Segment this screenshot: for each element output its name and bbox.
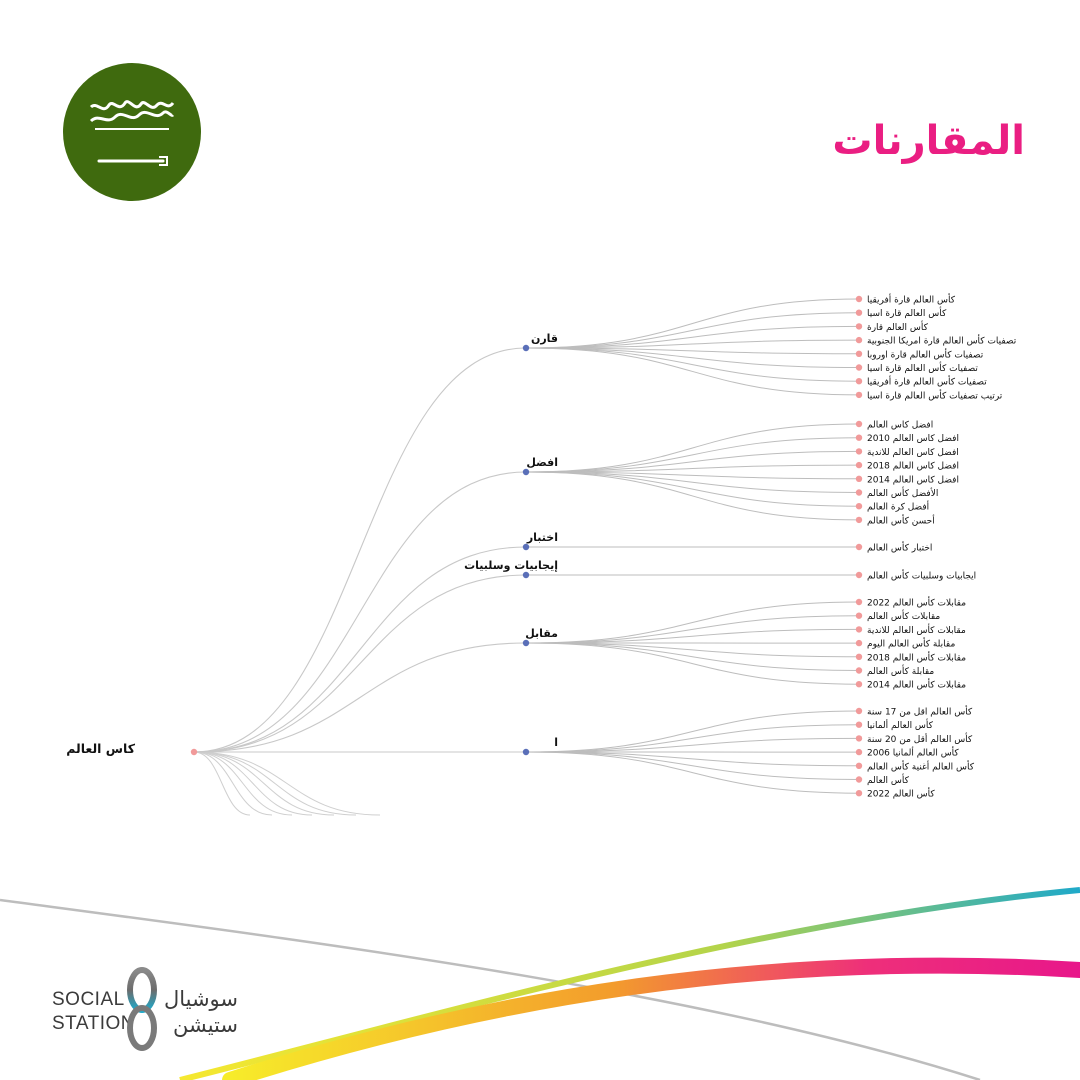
tree-link [526,752,859,793]
tree-link [526,326,859,348]
leaf-label: ايجابيات وسلبيات كأس العالم [867,571,977,582]
leaf-node [856,708,862,714]
leaf-node [856,476,862,482]
leaf-label: تصفيات كأس العالم قارة اسيا [867,364,978,374]
leaf-label: كأس العالم قارة [867,322,928,333]
tree-link [526,711,859,752]
tree-link [194,752,356,815]
branch-node [523,749,529,755]
tree-link [194,348,526,752]
brand-name-en: SOCIAL STATION [52,989,136,1034]
branch-node [523,640,529,646]
leaf-label: افضل كاس العالم 2014 [867,475,959,486]
tree-link [194,643,526,752]
leaf-node [856,435,862,441]
tree-link [526,752,859,766]
tree-link [194,547,526,752]
leaf-node [856,776,862,782]
tree-link [194,752,272,815]
leaf-node [856,640,862,646]
tree-link [526,629,859,643]
branch-node [523,572,529,578]
leaf-node [856,310,862,316]
branch-label: ا [554,736,558,749]
leaf-label: مقابلات كأس العالم 2014 [867,680,967,691]
leaf-node [856,421,862,427]
leaf-node [856,599,862,605]
leaf-node [856,681,862,687]
brand-logo [40,966,300,1056]
leaf-label: اختبار كأس العالم [867,543,933,554]
leaf-node [856,378,862,384]
tree-link [526,616,859,643]
leaf-label: تصفيات كأس العالم قارة أفريقيا [867,377,987,388]
leaf-label: الأفضل كأس العالم [867,489,939,499]
leaf-label: مقابلة كأس العالم [867,667,935,677]
leaf-label: كأس العالم أقل من 20 سنة [867,734,973,745]
leaf-label: كأس العالم ألمانيا 2006 [867,748,959,759]
leaf-label: كأس العالم 2022 [867,789,935,800]
leaf-node [856,517,862,523]
leaf-label: مقابلات كأس العالم للاندية [867,625,966,636]
leaf-node [856,392,862,398]
leaf-label: افضل كاس العالم للاندية [867,447,959,458]
tree-link [194,575,526,752]
branch-label: اختبار [526,531,558,544]
leaf-node [856,544,862,550]
tree-link [526,438,859,472]
branch-node [523,345,529,351]
branch-label: إيجابيات وسلبيات [464,559,558,572]
leaf-label: تصفيات كأس العالم قارة اوروبا [867,350,984,361]
page-title: المقارنات [832,118,1025,164]
brand-name-ar: سوشيال ستيشن [163,987,238,1037]
leaf-label: كأس العالم اقل من 17 سنة [867,707,973,718]
infinity-8-icon [124,966,160,1056]
leaf-label: كأس العالم [867,776,909,786]
root-label: كاس العالم [66,741,135,756]
root-node [191,749,197,755]
tree-link [526,738,859,752]
leaf-node [856,351,862,357]
leaf-node [856,323,862,329]
branch-label: قارن [530,332,558,345]
leaf-label: افضل كاس العالم 2018 [867,461,959,472]
tree-link [526,472,859,506]
leaf-node [856,503,862,509]
leaf-node [856,572,862,578]
leaf-label: أفضل كرة العالم [867,502,930,513]
tree-link [526,348,859,381]
leaf-label: كأس العالم قارة اسيا [867,309,947,320]
tree-link [194,752,312,815]
leaf-node [856,296,862,302]
leaf-node [856,667,862,673]
leaf-node [856,790,862,796]
branch-label: مقابل [525,627,558,640]
tree-link [526,313,859,348]
leaf-label: افضل كاس العالم [867,420,934,431]
tree-link [526,725,859,752]
leaf-node [856,364,862,370]
leaf-label: كأس العالم قارة أفريقيا [867,295,956,306]
tree-link [526,472,859,520]
leaf-node [856,462,862,468]
leaf-label: أحسن كأس العالم [867,516,935,527]
branch-node [523,469,529,475]
leaf-label: مقابلات كأس العالم [867,612,941,623]
leaf-label: افضل كاس العالم 2010 [867,434,959,445]
tree-link [526,643,859,657]
tree-link [526,602,859,643]
leaf-label: ترتيب تصفيات كأس العالم قارة اسيا [867,391,1003,402]
leaf-label: كأس العالم ألمانيا [867,721,933,732]
tree-link [194,472,526,752]
leaf-node [856,749,862,755]
leaf-node [856,337,862,343]
tree-link [526,348,859,395]
branch-node [523,544,529,550]
leaf-node [856,448,862,454]
leaf-node [856,722,862,728]
leaf-label: كأس العالم أغنية كأس العالم [867,762,975,773]
leaf-label: تصفيات كأس العالم قارة امريكا الجنوبية [867,336,1017,347]
leaf-node [856,654,862,660]
leaf-label: مقابلات كأس العالم 2018 [867,653,967,664]
branch-label: افضل [526,456,558,469]
tree-link [526,643,859,684]
tree-link [526,424,859,472]
leaf-node [856,735,862,741]
leaf-node [856,626,862,632]
leaf-label: مقابلات كأس العالم 2022 [867,598,967,609]
leaf-node [856,763,862,769]
leaf-node [856,613,862,619]
leaf-label: مقابلة كأس العالم اليوم [867,639,956,650]
leaf-node [856,489,862,495]
